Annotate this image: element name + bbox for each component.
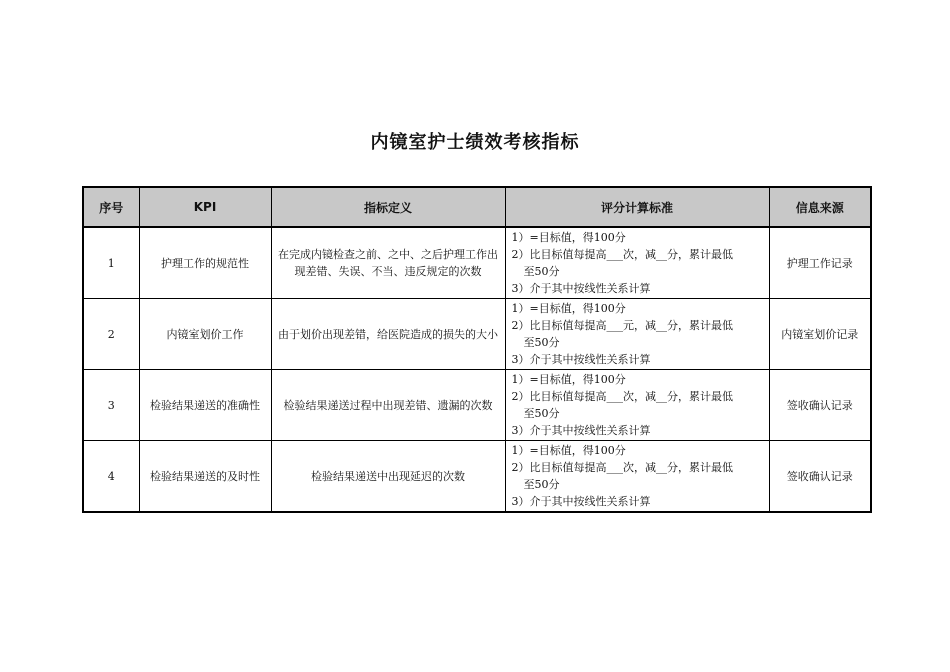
score-line: 3）介于其中按线性关系计算 (511, 495, 651, 508)
score-line: 3）介于其中按线性关系计算 (511, 353, 651, 366)
header-kpi: KPI (139, 187, 271, 227)
score-line: 1）=目标值，得100分 (511, 302, 626, 315)
header-source: 信息来源 (769, 187, 871, 227)
row-source: 内镜室划价记录 (769, 299, 871, 370)
row-kpi: 护理工作的规范性 (139, 227, 271, 299)
row-definition: 由于划价出现差错，给医院造成的损失的大小 (271, 299, 505, 370)
score-line: 1）=目标值，得100分 (511, 373, 626, 386)
table-header-row (83, 187, 871, 227)
score-line: 2）比目标值每提高___元，减__分，累计最低 (511, 319, 733, 332)
score-line: 3）介于其中按线性关系计算 (511, 424, 651, 437)
score-line: 至50分 (523, 265, 560, 278)
row-score (505, 441, 769, 513)
header-no: 序号 (83, 187, 139, 227)
row-kpi: 检验结果递送的及时性 (139, 441, 271, 513)
header-definition: 指标定义 (271, 187, 505, 227)
table-row (83, 370, 871, 441)
page-title: 内镜室护士绩效考核指标 (370, 132, 580, 153)
row-source: 签收确认记录 (769, 441, 871, 513)
row-source: 护理工作记录 (769, 227, 871, 299)
row-no: 4 (83, 441, 139, 513)
row-source: 签收确认记录 (769, 370, 871, 441)
row-score (505, 370, 769, 441)
score-line: 2）比目标值每提高___次，减__分，累计最低 (511, 248, 733, 261)
score-line: 至50分 (523, 336, 560, 349)
header-score: 评分计算标准 (505, 187, 769, 227)
table-row (83, 299, 871, 370)
row-definition: 检验结果递送中出现延迟的次数 (271, 441, 505, 513)
row-no: 3 (83, 370, 139, 441)
row-no: 1 (83, 227, 139, 299)
kpi-table (82, 186, 872, 513)
score-line: 至50分 (523, 407, 560, 420)
score-line: 2）比目标值每提高___次，减__分，累计最低 (511, 390, 733, 403)
row-score (505, 299, 769, 370)
score-line: 3）介于其中按线性关系计算 (511, 282, 651, 295)
table-row (83, 227, 871, 299)
row-kpi: 检验结果递送的准确性 (139, 370, 271, 441)
score-line: 2）比目标值每提高___次，减__分，累计最低 (511, 461, 733, 474)
score-line: 1）=目标值，得100分 (511, 444, 626, 457)
row-definition: 检验结果递送过程中出现差错、遗漏的次数 (271, 370, 505, 441)
row-no: 2 (83, 299, 139, 370)
row-kpi: 内镜室划价工作 (139, 299, 271, 370)
row-definition: 在完成内镜检查之前、之中、之后护理工作出现差错、失误、不当、违反规定的次数 (271, 227, 505, 299)
row-score (505, 227, 769, 299)
score-line: 至50分 (523, 478, 560, 491)
score-line: 1）=目标值，得100分 (511, 231, 626, 244)
table-row (83, 441, 871, 513)
